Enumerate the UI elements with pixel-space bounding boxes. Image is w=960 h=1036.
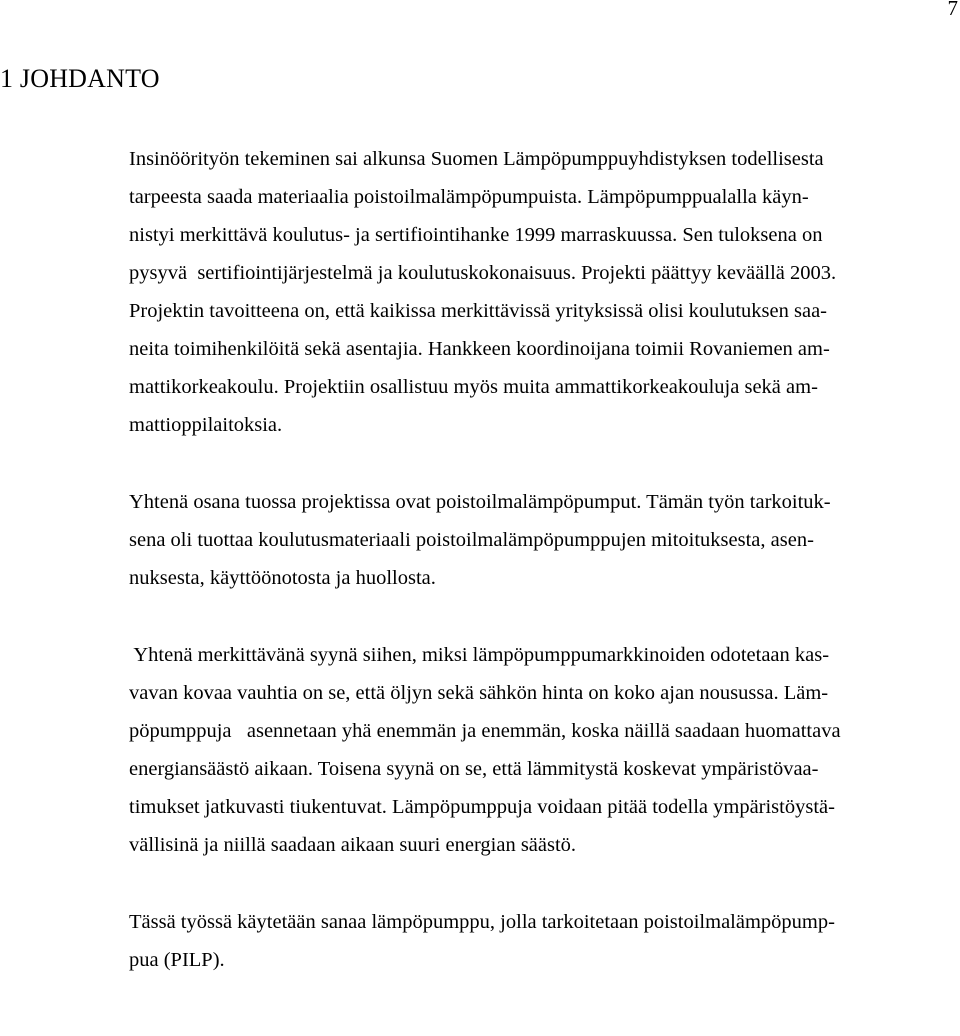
- text-line: pysyvä sertifiointijärjestelmä ja koulutuskokonaisuus. Projekti päättyy keväällä 2003.: [129, 262, 837, 284]
- text-line: sena oli tuottaa koulutusmateriaali poistoilmalämpöpumppujen mitoituksesta, asen-: [129, 529, 814, 551]
- text-line: vavan kovaa vauhtia on se, että öljyn sekä sähkön hinta on koko ajan nousussa. Läm-: [129, 682, 829, 704]
- text-line: timukset jatkuvasti tiukentuvat. Lämpöpumppuja voidaan pitää todella ympäristöystä-: [129, 796, 835, 818]
- text-line: nistyi merkittävä koulutus- ja sertifiointihanke 1999 marraskuussa. Sen tuloksena on: [129, 224, 823, 246]
- page-number: 7: [947, 0, 958, 20]
- text-line: mattikorkeakoulu. Projektiin osallistuu myös muita ammattikorkeakouluja sekä am-: [129, 376, 818, 398]
- text-line: vällisinä ja niillä saadaan aikaan suuri energian säästö.: [129, 834, 577, 856]
- paragraph-4: [129, 903, 957, 979]
- paragraph-2: [129, 483, 957, 597]
- text-line: Tässä työssä käytetään sanaa lämpöpumppu, jolla tarkoitetaan poistoilmalämpöpump-: [129, 911, 835, 933]
- text-line: neita toimihenkilöitä sekä asentajia. Hankkeen koordinoijana toimii Rovaniemen am-: [129, 338, 830, 360]
- text-line: nuksesta, käyttöönotosta ja huollosta.: [129, 567, 436, 589]
- text-line: mattioppilaitoksia.: [129, 414, 283, 436]
- body-text: [129, 140, 957, 979]
- paragraph-1: [129, 140, 957, 444]
- text-line: Insinöörityön tekeminen sai alkunsa Suomen Lämpöpumppuyhdistyksen todellisesta: [129, 148, 824, 170]
- text-line: pua (PILP).: [129, 949, 225, 971]
- text-line: tarpeesta saada materiaalia poistoilmalämpöpumpuista. Lämpöpumppualalla käyn-: [129, 186, 809, 208]
- paragraph-gap: [129, 597, 957, 636]
- text-line: pöpumppuja asennetaan yhä enemmän ja enemmän, koska näillä saadaan huomattava: [129, 720, 841, 742]
- text-line: energiansäästö aikaan. Toisena syynä on se, että lämmitystä koskevat ympäristövaa-: [129, 758, 819, 780]
- paragraph-3: [129, 636, 957, 864]
- text-line: Yhtenä merkittävänä syynä siihen, miksi lämpöpumppumarkkinoiden odotetaan kas-: [129, 644, 830, 666]
- text-line: Yhtenä osana tuossa projektissa ovat poistoilmalämpöpumput. Tämän työn tarkoituk-: [129, 491, 831, 513]
- paragraph-gap: [129, 444, 957, 483]
- chapter-heading: 1 JOHDANTO: [0, 64, 160, 93]
- paragraph-gap: [129, 864, 957, 903]
- text-line: Projektin tavoitteena on, että kaikissa merkittävissä yrityksissä olisi koulutuksen saa-: [129, 300, 828, 322]
